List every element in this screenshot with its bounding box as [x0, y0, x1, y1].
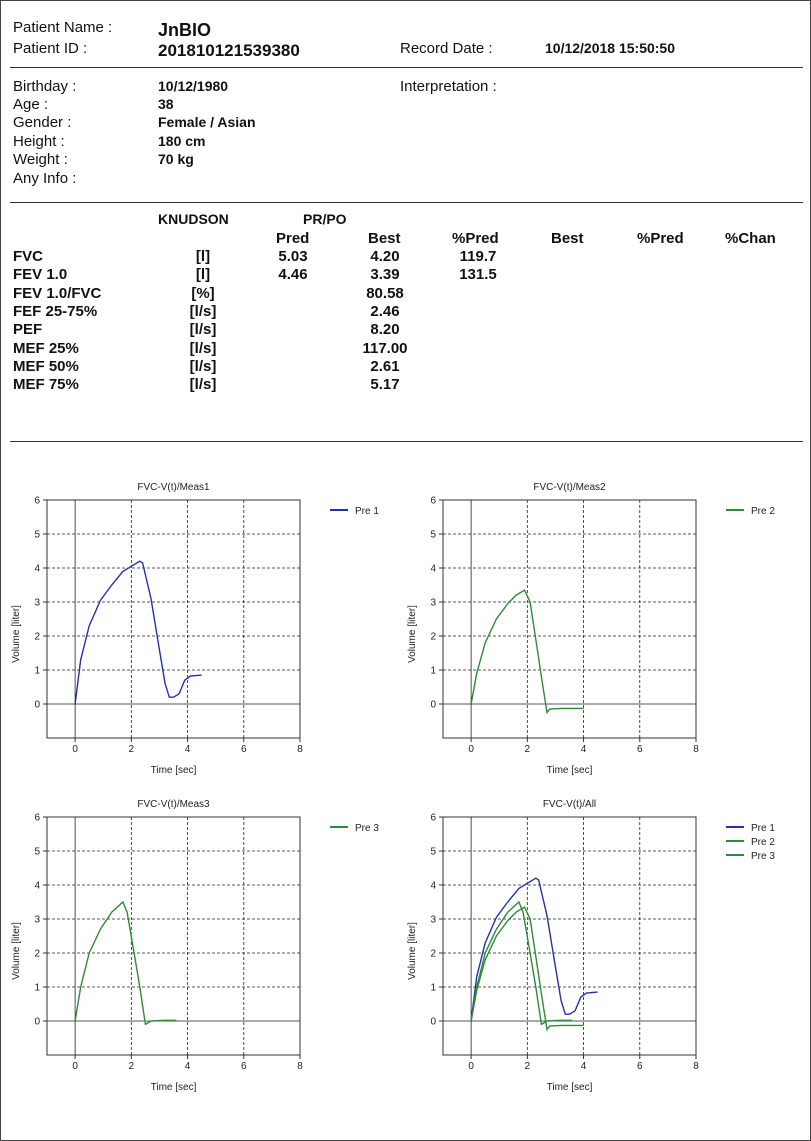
col-pct-pred: %Pred	[452, 230, 499, 247]
tick-label-y: 4	[430, 880, 436, 892]
x-axis-label: Time [sec]	[546, 765, 593, 776]
weight-label: Weight :	[13, 151, 68, 168]
y-axis-label: Volume [liter]	[407, 922, 418, 980]
legend-label: Pre 3	[355, 823, 379, 834]
tick-label-x: 6	[636, 744, 643, 755]
row-unit: [l/s]	[189, 321, 217, 338]
tick-label-x: 8	[297, 1061, 303, 1072]
chart-title: FVC-V(t)/Meas3	[137, 799, 210, 810]
weight-value: 70 kg	[158, 151, 194, 167]
row-unit: [l]	[195, 248, 211, 265]
row-name: MEF 75%	[13, 376, 79, 393]
tick-label-y: 2	[34, 948, 40, 960]
x-axis-label: Time [sec]	[546, 1082, 593, 1093]
tick-label-y: 6	[430, 812, 436, 824]
chart-title: FVC-V(t)/All	[542, 799, 597, 810]
patient-name: JnBIO	[158, 20, 212, 40]
tick-label-y: 0	[430, 699, 436, 711]
tick-label-y: 3	[34, 597, 40, 609]
prpo-label: PR/PO	[303, 211, 347, 227]
row-best: 3.39	[370, 266, 400, 283]
row-unit: [l/s]	[189, 358, 217, 375]
tick-label-y: 2	[430, 631, 436, 643]
row-best: 117.00	[362, 340, 408, 357]
gender-label: Gender :	[13, 114, 72, 131]
tick-label-y: 6	[34, 495, 40, 507]
tick-label-y: 3	[34, 914, 40, 926]
gender-value: Female / Asian	[158, 114, 256, 130]
chart-title: FVC-V(t)/Meas1	[137, 482, 210, 493]
row-best: 80.58	[366, 285, 404, 302]
patient-id-label: Patient ID :	[13, 40, 88, 57]
tick-label-y: 0	[34, 699, 40, 711]
row-name: FEV 1.0	[13, 266, 68, 283]
col-pct-chan: %Chan	[725, 230, 776, 247]
row-best: 8.20	[370, 321, 400, 338]
col-best: Best	[368, 230, 401, 247]
age-value: 38	[158, 96, 174, 112]
row-unit: [l/s]	[189, 376, 217, 393]
patient-name-label: Patient Name :	[13, 19, 113, 36]
row-pct-pred: 119.7	[459, 248, 497, 265]
tick-label-x: 8	[297, 744, 303, 755]
row-name: PEF	[13, 321, 43, 338]
row-best: 2.61	[370, 358, 400, 375]
legend-label: Pre 2	[751, 837, 775, 848]
birthday-label: Birthday :	[13, 78, 77, 95]
chart-meas3	[0, 792, 400, 1102]
row-unit: [l]	[195, 266, 211, 283]
row-best: 5.17	[370, 376, 400, 393]
col-pred: Pred	[276, 230, 310, 247]
row-pred: 4.46	[278, 266, 308, 283]
tick-label-y: 1	[34, 665, 40, 677]
plot-border	[443, 500, 696, 738]
chart-meas2	[396, 475, 806, 785]
knudson-label: KNUDSON	[158, 211, 229, 227]
record-date: 10/12/2018 15:50:50	[545, 40, 675, 56]
tick-label-y: 4	[430, 563, 436, 575]
divider	[10, 441, 803, 442]
tick-label-x: 2	[524, 1061, 531, 1072]
tick-label-x: 4	[184, 744, 191, 755]
tick-label-y: 4	[34, 880, 40, 892]
age-label: Age :	[13, 96, 49, 113]
height-value: 180 cm	[158, 133, 206, 149]
tick-label-x: 8	[693, 1061, 699, 1072]
tick-label-y: 1	[34, 982, 40, 994]
row-best: 2.46	[370, 303, 400, 320]
anyinfo-label: Any Info :	[13, 170, 77, 187]
chart-all	[396, 792, 806, 1102]
series-line	[75, 561, 202, 704]
row-name: FEF 25-75%	[13, 303, 98, 320]
tick-label-y: 1	[430, 665, 436, 677]
tick-label-x: 6	[636, 1061, 643, 1072]
legend-label: Pre 3	[751, 851, 775, 862]
plot-border	[47, 817, 300, 1055]
x-axis-label: Time [sec]	[150, 765, 197, 776]
tick-label-x: 0	[468, 744, 474, 755]
plot-border	[47, 500, 300, 738]
series-line	[75, 902, 176, 1024]
plot-border	[443, 817, 696, 1055]
divider	[10, 202, 803, 203]
chart-title: FVC-V(t)/Meas2	[533, 482, 606, 493]
row-pct-pred: 131.5	[459, 266, 497, 283]
tick-label-y: 2	[430, 948, 436, 960]
patient-id: 201810121539380	[158, 41, 300, 60]
tick-label-x: 2	[128, 744, 135, 755]
row-name: FVC	[13, 248, 43, 265]
tick-label-y: 5	[34, 529, 40, 541]
tick-label-x: 2	[524, 744, 531, 755]
col-best-2: Best	[551, 230, 584, 247]
legend-label: Pre 1	[355, 506, 379, 517]
y-axis-label: Volume [liter]	[11, 922, 22, 980]
legend-label: Pre 2	[751, 506, 775, 517]
tick-label-y: 0	[430, 1016, 436, 1028]
col-pct-pred-2: %Pred	[637, 230, 684, 247]
tick-label-y: 6	[34, 812, 40, 824]
divider	[10, 67, 803, 68]
tick-label-x: 6	[240, 744, 247, 755]
row-name: FEV 1.0/FVC	[13, 285, 102, 302]
series-line	[471, 902, 572, 1024]
interpretation-label: Interpretation :	[400, 78, 497, 95]
tick-label-y: 5	[34, 846, 40, 858]
row-unit: [%]	[191, 285, 215, 302]
row-pred: 5.03	[278, 248, 308, 265]
tick-label-y: 6	[430, 495, 436, 507]
x-axis-label: Time [sec]	[150, 1082, 197, 1093]
y-axis-label: Volume [liter]	[11, 605, 22, 663]
tick-label-x: 6	[240, 1061, 247, 1072]
row-best: 4.20	[370, 248, 400, 265]
tick-label-x: 4	[184, 1061, 191, 1072]
tick-label-x: 0	[72, 744, 78, 755]
tick-label-y: 5	[430, 529, 436, 541]
tick-label-y: 3	[430, 914, 436, 926]
row-name: MEF 50%	[13, 358, 79, 375]
tick-label-y: 0	[34, 1016, 40, 1028]
legend-label: Pre 1	[751, 823, 775, 834]
tick-label-y: 2	[34, 631, 40, 643]
row-unit: [l/s]	[189, 340, 217, 357]
height-label: Height :	[13, 133, 65, 150]
tick-label-x: 4	[580, 1061, 587, 1072]
tick-label-y: 5	[430, 846, 436, 858]
tick-label-x: 0	[72, 1061, 78, 1072]
tick-label-y: 3	[430, 597, 436, 609]
tick-label-y: 4	[34, 563, 40, 575]
chart-meas1	[0, 475, 400, 785]
tick-label-y: 1	[430, 982, 436, 994]
row-name: MEF 25%	[13, 340, 79, 357]
record-date-label: Record Date :	[400, 40, 493, 57]
y-axis-label: Volume [liter]	[407, 605, 418, 663]
row-unit: [l/s]	[189, 303, 217, 320]
tick-label-x: 4	[580, 744, 587, 755]
tick-label-x: 2	[128, 1061, 135, 1072]
tick-label-x: 8	[693, 744, 699, 755]
tick-label-x: 0	[468, 1061, 474, 1072]
birthday-value: 10/12/1980	[158, 78, 229, 94]
